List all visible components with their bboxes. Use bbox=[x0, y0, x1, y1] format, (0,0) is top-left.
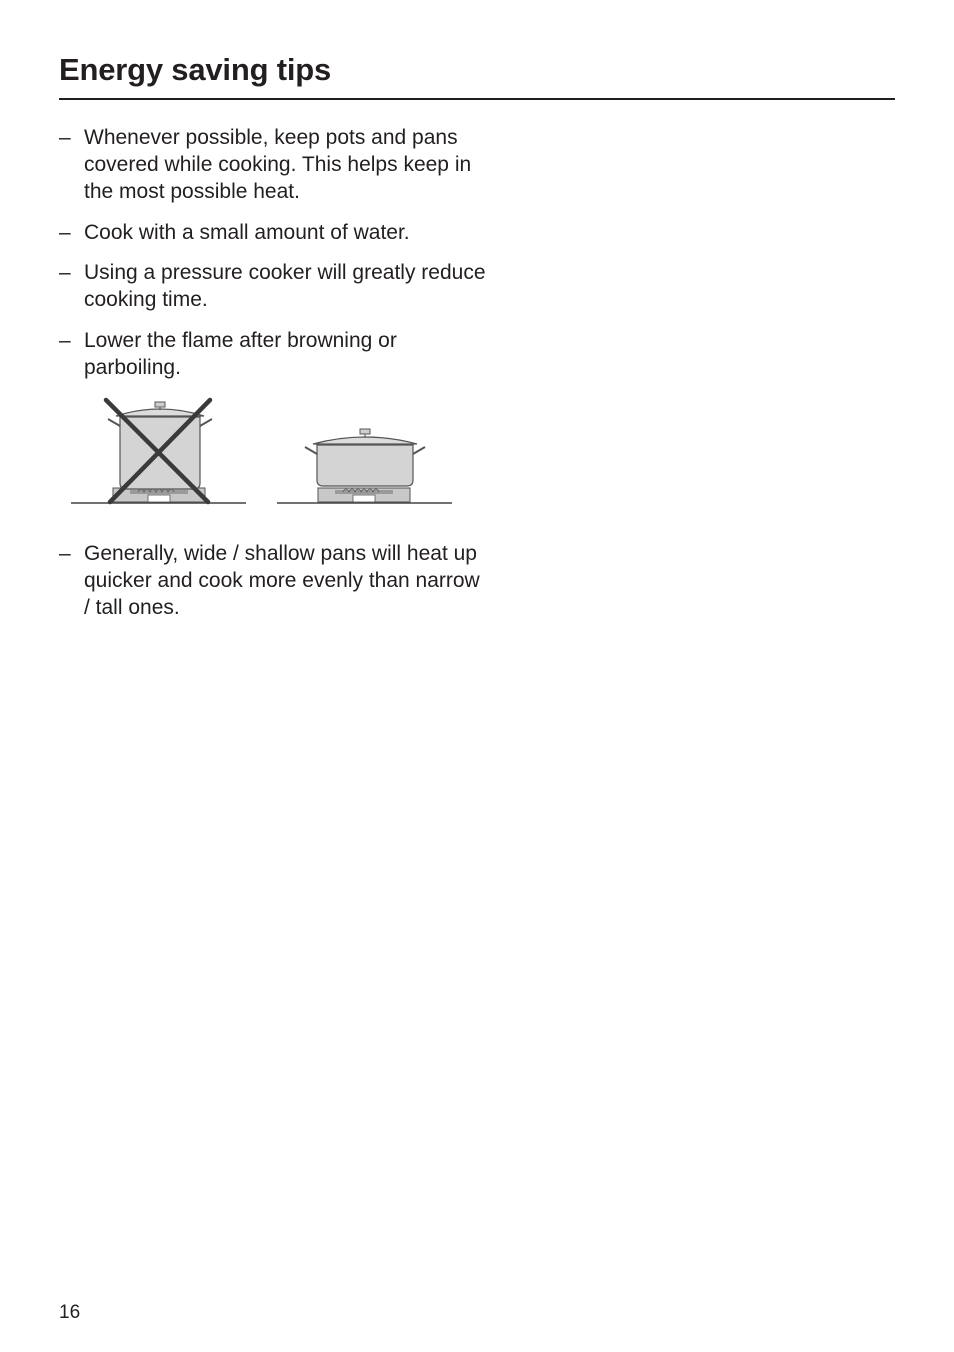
tip-bullet: – bbox=[59, 329, 71, 352]
tip-item-covered-pots bbox=[59, 124, 489, 205]
tip-text: Cook with a small amount of water. bbox=[84, 221, 410, 244]
tip-bullet: – bbox=[59, 126, 71, 149]
tip-bullet: – bbox=[59, 261, 71, 284]
tip-text: Generally, wide / shallow pans will heat up quicker and cook more evenly than narrow / tall ones. bbox=[84, 542, 480, 619]
tip-bullet: – bbox=[59, 542, 71, 565]
tip-item-small-water bbox=[59, 219, 489, 246]
tip-item-lower-flame bbox=[59, 327, 489, 381]
tip-bullet: – bbox=[59, 221, 71, 244]
pot-size-illustration bbox=[68, 396, 458, 508]
tall-pot-on-burner-icon bbox=[71, 400, 246, 503]
tip-text: Using a pressure cooker will greatly reduce cooking time. bbox=[84, 261, 486, 311]
title-divider bbox=[59, 98, 895, 100]
tip-text: Lower the flame after browning or parboiling. bbox=[84, 329, 397, 379]
page-title: Energy saving tips bbox=[59, 52, 332, 87]
tip-text: Whenever possible, keep pots and pans covered while cooking. This helps keep in the most possible heat. bbox=[84, 126, 472, 203]
wide-pot-on-burner-icon bbox=[277, 429, 452, 503]
page-number: 16 bbox=[59, 1302, 81, 1323]
tip-item-wide-pans bbox=[59, 540, 489, 621]
tip-item-pressure-cooker bbox=[59, 259, 489, 313]
